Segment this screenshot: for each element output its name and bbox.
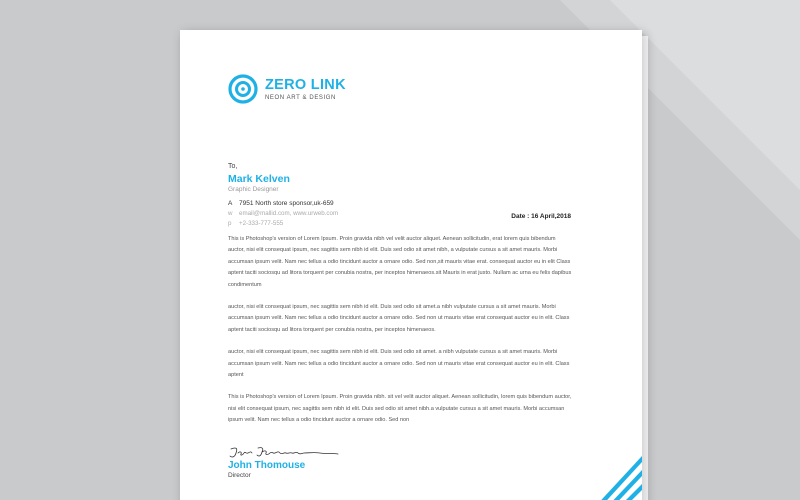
recipient-address: [228, 200, 338, 207]
address-value: 7951 North store sponsor,uk-659: [239, 200, 334, 207]
paragraph-2: auctor, nisi elit consequat ipsum, nec sagittis sem nibh id elit. Duis sed odio sit amet.a nibh vulputate cursus a sit amet mauris. Morbi accumsan ipsum velit. Nam nec tellus a odio tincidunt auctor a ornare odio. Sed non ut mauris vitae erat consequat auctor eu in elit. Class aptent taciti sociosqu ad litora torquent per conubia nostra, per inceptos himenaeos.: [228, 304, 570, 333]
phone-key: p: [228, 220, 232, 227]
logo: [228, 74, 346, 104]
recipient-name: Mark Kelven: [228, 173, 290, 185]
web-key: w: [228, 210, 233, 217]
signatory-name: John Thomouse: [228, 460, 306, 471]
phone-value: +2-333-777-555: [239, 220, 284, 227]
company-tagline: NEON ART & DESIGN: [265, 94, 336, 101]
signatory-title: Director: [228, 472, 251, 479]
recipient-web: [228, 210, 338, 217]
letter-date: Date : 16 April,2018: [511, 213, 571, 220]
handwritten-signature: [228, 445, 348, 461]
paragraph-1: This is Photoshop's version of Lorem Ipsum. Proin gravida nibh vel velit auctor aliquet. Aenean sollicitudin, erat lorem quis bibendum auctor, nisi elit consequat ipsum, nec sagittis sem nibh id elit. Duis sed odio sit amet nibh, a vulputate cursus a sit amet mauris. Morbi accumsan ipsum velit. Nam nec tellus a odio tincidunt auctor a ornare odio. Sed non,sit mauris vitae erat. consequat auctor eu in elit Class aptent taciti sociosqu ad litora torquent per conubia nostra, per inceptos himenaeos.sit Mauris in erat justo. Nullam ac urna eu felis dapibus condimentum: [228, 236, 572, 288]
web-value: email@mallid.com, www.urweb.com: [239, 210, 339, 217]
letterhead-page: [180, 30, 642, 500]
recipient-title: Graphic Designer: [228, 186, 279, 193]
recipient-block: [228, 163, 338, 227]
to-label: To,: [228, 163, 238, 170]
paragraph-3: auctor, nisi elit consequat ipsum, nec sagittis sem nibh id elit. Duis sed odio sit amet. a nibh vulputate cursus a sit amet mauris. Morbi accumsan ipsum velit. Nam nec tellus a odio tincidunt auctor a ornare odio. Sed non ut mauris vitae erat consequat auctor eu in elit. Class aptent: [228, 349, 570, 379]
recipient-phone: [228, 220, 338, 227]
company-name: ZERO LINK: [265, 76, 346, 93]
diagonal-blue-stripes: [580, 448, 642, 500]
letter-body: [228, 234, 572, 438]
address-key: A: [228, 200, 233, 207]
paragraph-4: This is Photoshop's version of Lorem Ipsum. Proin gravida nibh. sit vel velit auctor aliquet. Aenean sollicitudin, lorem quis bibendum auctor, nisi elit consequat ipsum, nec sagittis sem nibh id elit. Duis sed odio sit amet nibh.a vulputate cursus a sit amet mauris. Morbi accumsan ipsum velit. Nam nec tellus a odio tincidunt auctor a ornare odio. Sed non: [228, 394, 572, 424]
concentric-circles-icon: [228, 74, 258, 104]
